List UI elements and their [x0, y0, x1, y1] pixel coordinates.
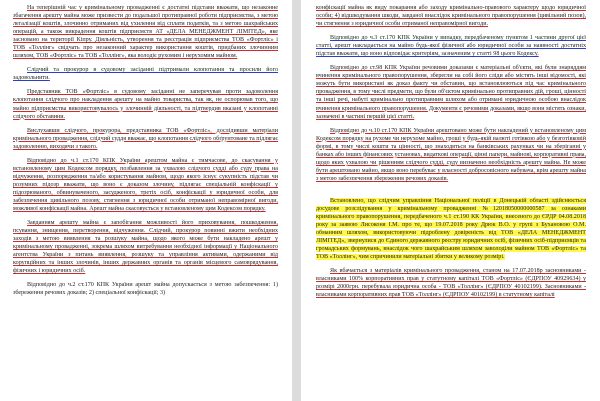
paragraph-court-finding: [13, 127, 278, 151]
paragraph-art170-part2: Відповідно до ч.2 ст.170 КПК України арешт майна допускається з метою забезпечення: 1) збереження речових доказів; 2) спеціальної конфіскації; 3): [13, 282, 278, 297]
paragraph-established-facts: [316, 197, 586, 261]
document-page-left: [0, 0, 292, 401]
paragraph-representative-position: [13, 88, 278, 120]
highlighted-text: Встановлено, що слідчим управління Національної поліції в Донецькій області здійснюється досудове розслідування у кримінальному провадженні №12018050000000587 за ознаками кримінального правопорушення, передбаченого ч.1 ст.190 КК України, внесеного до ЄРДР 04.08.2018 року за заявою Лисоконя І.М. про те, що 19.07.2018 року Дрюк В.О. у групі з Бухановою О.М. обманним шляхом, використовуючи підроблену довіреність від ТОВ «ДЕЛА МЕНЕДЖМЕНТ ЛІМІТЕД», звернулися до Єдиного державного реєстру юридичних осіб, фізичних осіб-підприємців та громадських формувань, внаслідок чого шахрайським шляхом заволоділи майном ТОВ «Фортліс» та ТОВ «Толлінг», чим спричинили матеріальні збитки у великому розмірі.: [316, 197, 586, 261]
paragraph-ownership-structure: [316, 267, 586, 299]
paragraph-text: Відповідно до ч.1 ст.170 КПК України арештом майна є тимчасове, до скасування у встановленому цим Кодексом порядку, позбавлення за ухвалою слідчого судді або суду права на відчуження, розпорядження та/або користування майном, щодо якого існує сукупність підстав чи розумних підозр вважати, що воно є доказом злочину, підлягає спеціальній конфіскації у підозрюваного, обвинуваченого, засудженого, третіх осіб, конфіскації у юридичної особи, для забезпечення цивільного позову, стягнення з юридичної особи отриманої неправомірної вигоди, можливої конфіскації майна. Арешт майна скасовується у встановленому цим Кодексом порядку.: [13, 157, 278, 213]
paragraph-art98-evidence: [316, 64, 586, 120]
paragraph-text: Представник ТОВ «Фортліс» в судовому засіданні не заперечував проти задоволення клопотання слідчого про накладення арешту на майно товариства, так як, не оспорював того, що майно підприємства використовувалось у злочинній діяльності, та підтвердив вказані у клопотанні слідчого обставини.: [13, 89, 278, 120]
paragraph-art170-part1: [13, 157, 278, 213]
paragraph-art170-part3: [316, 34, 586, 58]
paragraph-text: Відповідно до ч.10 ст.170 КПК України арештовано може бути накладений у встановленому цим Кодексом порядку на рухоме чи нерухоме майно, гроші у будь-якій валюті готівкою або у безготівковій формі, в тому числі кошти та цінності, що знаходяться на банківських рахунках чи на зберіганні у банках або інших фінансових установах, видаткові операції, цінні папери, майнові, корпоративні права, щодо яких ухвалою чи рішенням слідчого судді, суду визначено необхідність арешту майна. Не може бути арештовано майно, якщо воно перебуває у власності добросовісного набувача, крім арешту майна з метою забезпечення збереження речових доказів.: [316, 127, 586, 182]
paragraph-text: Вислухавши слідчого, прокурора, представника ТОВ «Фортліс», дослідивши матеріали кримінального провадження, слідчий суддя вважає, що клопотання слідчого обґрунтоване та підлягає задоволенню, виходячи з такого.: [13, 127, 278, 150]
paragraph-text: Слідчий та прокурор в судовому засіданні підтримали клопотання та просили його задовольнити.: [13, 67, 278, 82]
paragraph-arrest-purpose: [13, 219, 278, 275]
paragraph-text: Відповідно до ч.3 ст.170 КПК України у випадку, передбаченому пунктом 1 частини другої цієї статті, арешт накладається на майно будь-якої фізичної або юридичної особи за наявності достатніх підстав вважати, що воно відповідає критеріям, зазначеним у статті 98 цього Кодексу.: [316, 35, 586, 58]
page-gutter: [292, 0, 301, 401]
paragraph-text: Як вбачається з матеріалів кримінального провадження, станом на 17.07.2018р засновниками - власниками 100% корпоративних прав у статутному капіталі ТОВ «Фортліс» (ЄДРПОУ 40929634) у розмірі 2000грн. перебувала юридична особа - ТОВ «Толлінг» (ЄДРПОУ 40102199). Засновниками - власниками корпоративних прав ТОВ «Толлінг» (ЄДРПОУ 40102199) в статутному капіталі: [316, 268, 586, 299]
paragraph-text: Завданням арешту майна є запобігання можливості його приховування, пошкодження, псування, знищення, перетворення, відчуження. Слідчий, прокурор повинні вжити необхідних заходів з метою виявлення та розшуку майна, щодо якого може бути накладено арешт у кримінальному провадженні, зокрема шляхом витребування необхідної інформації у Національного агентства України з питань виявлення, розшуку та управління активами, одержаними від корупційних та інших злочинів, інших державних органів та органів місцевого самоврядування, фізичних і юридичних осіб.: [13, 220, 278, 275]
paragraph-text: конфіскації майна як виду покарання або заходу кримінально-правового характеру щодо юридичної особи; 4) відшкодування шкоди, завданої внаслідок кримінального правопорушення (цивільний позов), чи стягнення з юридичної особи отриманої неправомірної вигоди.: [316, 5, 586, 28]
paragraph-art170-part2-continued: [316, 4, 586, 28]
document-page-right: [301, 0, 600, 401]
paragraph-investigator-support: [13, 66, 278, 82]
paragraph-grounds-for-arrest: На теперішній час у кримінальному провадженні є достатні підстави вважати, що незаконне збагачення арешту майна може призвести до подальшої протиправної роботи підприємства, з метою легалізації коштів, злочинно отриманих від ухилення від сплати податків, та з метою шахрайських операцій, а також викрадення коштів підприємств АТ «ДЕЛА МЕНЕДЖМЕНТ ЛІМІТЕД», яке засновано на території Кіпру. Діяльність, утворення та реєстрація підприємства ТОВ «Фортліс» і ТОВ «Толлінг» свідчать про незаконний характер використання коштів, придбаних злочинним шляхом, ТОВ «Фортліс» та ТОВ «Толлінг», яка володіє рухомим і нерухомим майном.: [13, 5, 278, 60]
paragraph-art170-part10: [316, 127, 586, 183]
paragraph-text: Відповідно до ст.98 КПК України речовими доказами є матеріальні об'єкти, які були знаряддям вчинення кримінального правопорушення, зберегли на собі його сліди або містять інші відомості, які можуть бути використані як доказ факту чи обставин, що встановлюються під час кримінального провадження, в тому числі предмети, що були об'єктом кримінально протиправних дій, гроші, цінності та інші речі, набуті кримінально протиправним шляхом або отримані юридичною особою внаслідок вчинення кримінального правопорушення. Документи є речовими доказами, якщо вони містять ознаки, зазначені в частині першій цієї статті.: [316, 65, 586, 120]
